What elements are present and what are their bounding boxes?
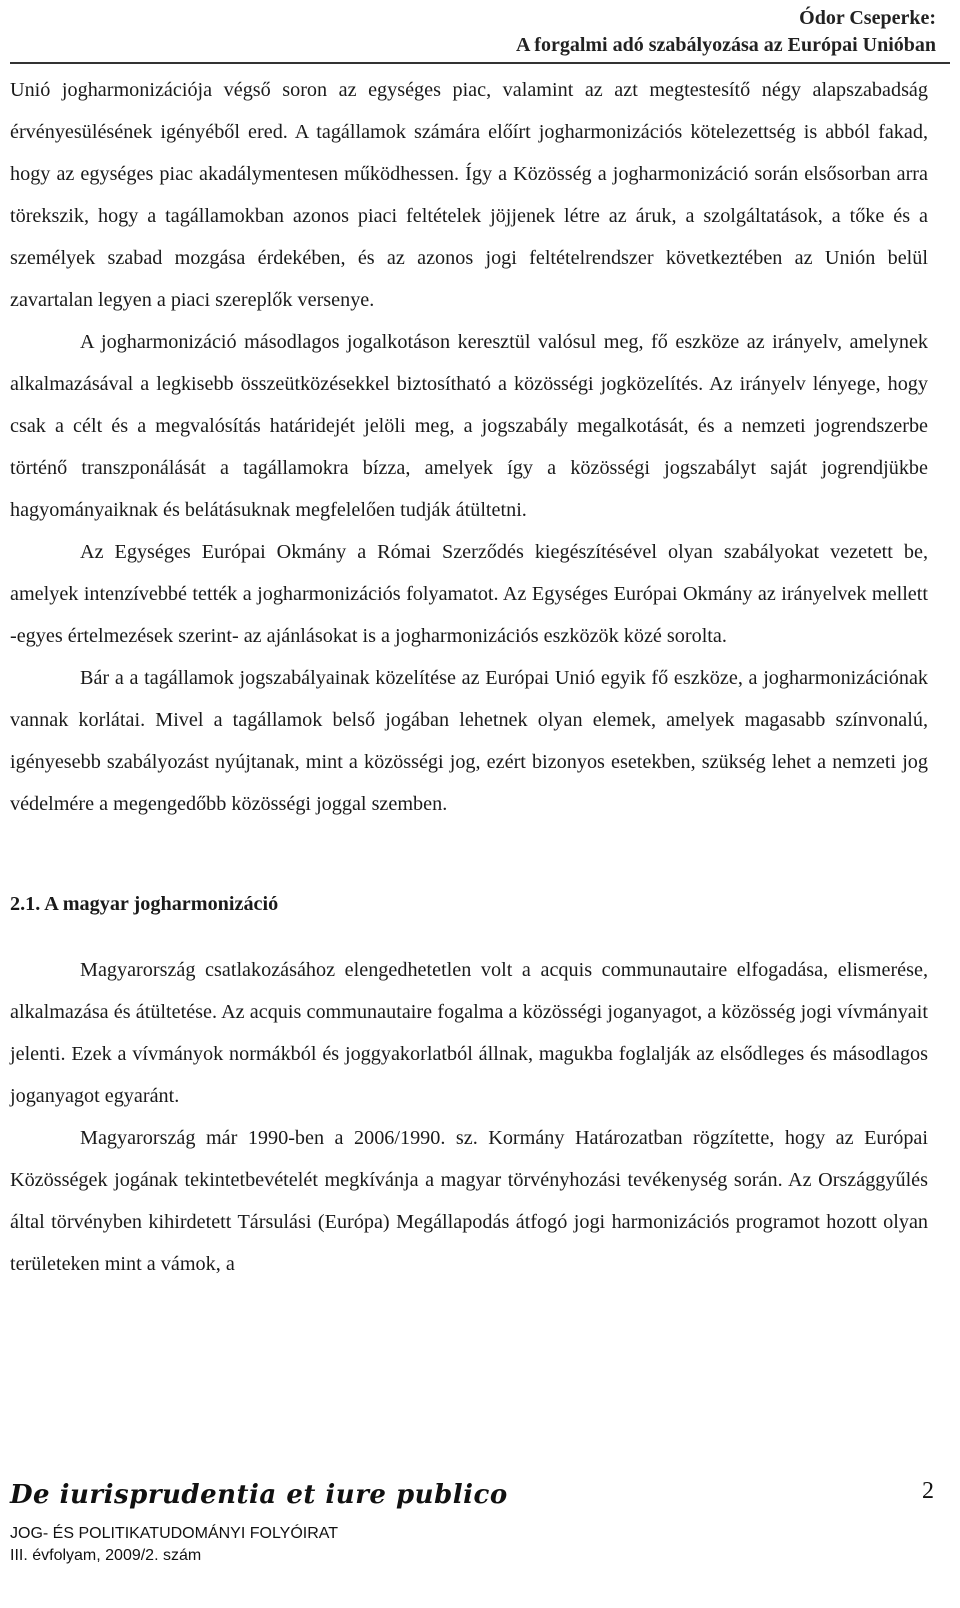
footer-volume-issue: III. évfolyam, 2009/2. szám — [10, 1547, 202, 1564]
header-author: Ódor Cseperke: — [799, 7, 936, 29]
paragraph: Unió jogharmonizációja végső soron az egységes piac, valamint az azt megtestesítő négy alapszabadság érvényesülésének igényéből ered. A tagállamok számára előírt jogharmonizációs kötelezettség is abból fakad, hogy az egységes piac akadálymentesen működhessen. Így a Közösség a jogharmonizáció során elsősorban arra törekszik, hogy a tagállamokban azonos piaci feltételek jöjjenek létre az áruk, a szolgáltatások, a tőke és a személyek szabad mozgása érdekében, és az azonos jogi feltételrendszer következtében az Unión belül zavartalan legyen a piaci szereplők versenye. — [10, 79, 928, 311]
paragraph: A jogharmonizáció másodlagos jogalkotáson keresztül valósul meg, fő eszköze az irányelv, amelynek alkalmazásával a legkisebb összeütközésekkel biztosítható a közösségi jogközelítés. Az irányelv lényege, hogy csak a célt és a megvalósítás határidejét jelöli meg, a jogszabály megalkotását, és a nemzeti jogrendszerbe történő transzponálását a tagállamokra bízza, amelyek így a közösségi jogszabályt saját jogrendjükbe hagyományaiknak és belátásuknak megfelelően tudják átültetni. — [10, 331, 928, 521]
footer-journal-info — [10, 1523, 338, 1567]
paragraph: Magyarország csatlakozásához elengedhetetlen volt a acquis communautaire elfogadása, elismerése, alkalmazása és átültetése. Az acquis communautaire fogalma a közösségi joganyagot, a közösség jogi vívmányait jelenti. Ezek a vívmányok normákból és joggyakorlatból állnak, magukba foglalják az elsődleges és másodlagos joganyagot egyaránt. — [10, 959, 928, 1107]
footer-journal-title: De iurisprudentia et iure publico — [10, 1480, 508, 1510]
footer-journal-subtitle: JOG- ÉS POLITIKATUDOMÁNYI FOLYÓIRAT — [10, 1525, 339, 1542]
section-heading: 2.1. A magyar jogharmonizáció — [10, 893, 279, 915]
header-title: A forgalmi adó szabályozása az Európai Unióban — [515, 34, 936, 56]
body-text — [10, 69, 928, 1285]
paragraph: Az Egységes Európai Okmány a Római Szerződés kiegészítésével olyan szabályokat vezetett be, amelyek intenzívebbé tették a jogharmonizációs folyamatot. Az Egységes Európai Okmány az irányelvek mellett -egyes értelmezések szerint- az ajánlásokat is a jogharmonizációs eszközök közé sorolta. — [10, 541, 928, 647]
paragraph: Magyarország már 1990-ben a 2006/1990. sz. Kormány Határozatban rögzítette, hogy az Európai Közösségek jogának tekintetbevételét megkívánja a magyar törvényhozási tevékenység során. Az Országgyűlés által törvényben kihirdetett Társulási (Európa) Megállapodás átfogó jogi harmonizációs programot hozott olyan területeken mint a vámok, a — [10, 1127, 928, 1275]
running-header — [516, 4, 936, 58]
page-number: 2 — [922, 1478, 934, 1504]
paragraph: Bár a a tagállamok jogszabályainak közelítése az Európai Unió egyik fő eszköze, a jogharmonizációnak vannak korlátai. Mivel a tagállamok belső jogában lehetnek olyan elemek, amelyek magasabb színvonalú, igényesebb szabályozást nyújtanak, mint a közösségi jog, ezért bizonyos esetekben, szükség lehet a nemzeti jog védelmére a megengedőbb közösségi joggal szemben. — [10, 667, 928, 815]
header-divider — [10, 62, 950, 64]
